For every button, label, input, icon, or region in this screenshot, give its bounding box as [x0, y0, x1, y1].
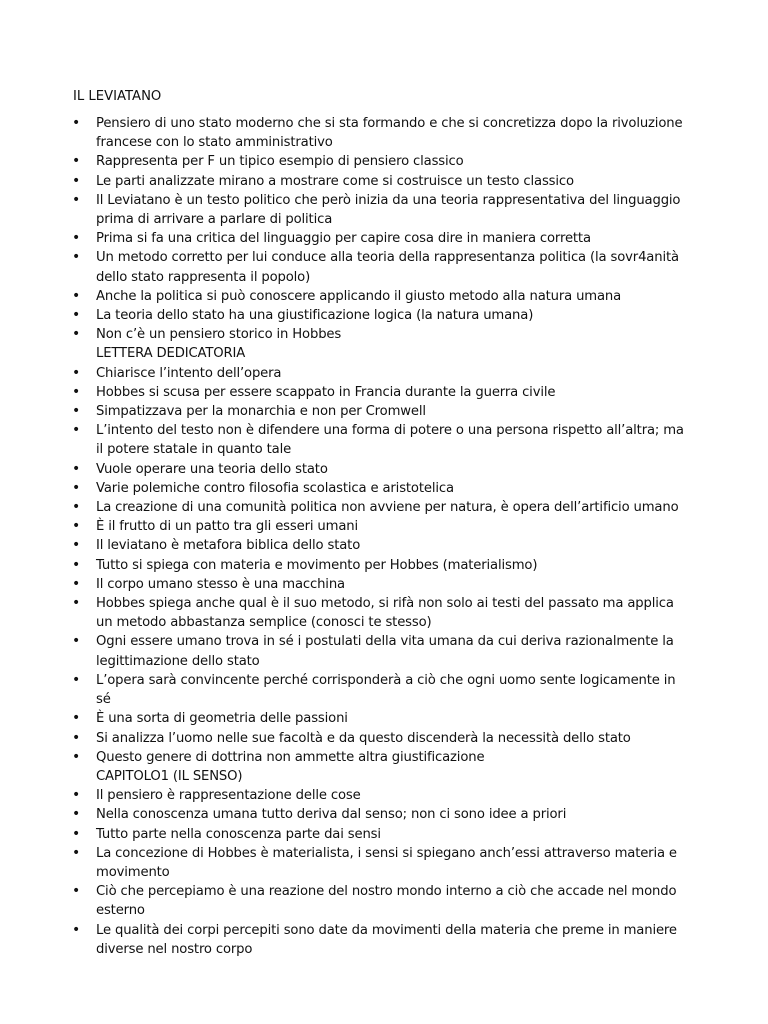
list-item: • Questo genere di dottrina non ammette altra giustificazione	[0, 748, 686, 767]
list-item: • Il corpo umano stesso è una macchina	[0, 575, 686, 594]
list-item: • La teoria dello stato ha una giustificazione logica (la natura umana)	[0, 306, 686, 325]
list-item: • Hobbes spiega anche qual è il suo metodo, si rifà non solo ai testi del passato ma applica un metodo abbastanza semplice (conosci te stesso)	[0, 594, 686, 632]
list-item: • Il pensiero è rappresentazione delle cose	[0, 786, 686, 805]
list-item: • Un metodo corretto per lui conduce alla teoria della rappresentanza politica (la sovr4anità dello stato rappresenta il popolo)	[0, 248, 686, 286]
list-item: • Si analizza l’uomo nelle sue facoltà e da questo discenderà la necessità dello stato	[0, 729, 686, 748]
list-item: • Anche la politica si può conoscere applicando il giusto metodo alla natura umana	[0, 287, 686, 306]
list-item: • Non c’è un pensiero storico in Hobbes	[0, 325, 686, 344]
list-item: • Le parti analizzate mirano a mostrare come si costruisce un testo classico	[0, 172, 686, 191]
section-heading: LETTERA DEDICATORIA	[96, 346, 246, 362]
list-item: • Il leviatano è metafora biblica dello stato	[0, 536, 686, 555]
list-item: • La creazione di una comunità politica non avviene per natura, è opera dell’artificio umano	[0, 498, 686, 517]
list-item: • Varie polemiche contro filosofia scolastica e aristotelica	[0, 479, 686, 498]
list-item: • L’intento del testo non è difendere una forma di potere o una persona rispetto all’altra; ma il potere statale in quanto tale	[0, 421, 686, 459]
list-item: • È il frutto di un patto tra gli esseri umani	[0, 517, 686, 536]
list-item: • Il Leviatano è un testo politico che però inizia da una teoria rappresentativa del linguaggio prima di arrivare a parlare di politica	[0, 191, 686, 229]
list-item: • Le qualità dei corpi percepiti sono date da movimenti della materia che preme in maniere diverse nel nostro corpo	[0, 921, 686, 959]
document-title: IL LEVIATANO	[73, 89, 162, 104]
list-item: • Nella conoscenza umana tutto deriva dal senso; non ci sono idee a priori	[0, 805, 686, 824]
list-item: • Tutto si spiega con materia e movimento per Hobbes (materialismo)	[0, 556, 686, 575]
list-item: • Simpatizzava per la monarchia e non per Cromwell	[0, 402, 686, 421]
list-item: • Tutto parte nella conoscenza parte dai sensi	[0, 825, 686, 844]
list-item: • È una sorta di geometria delle passioni	[0, 709, 686, 728]
section-heading: CAPITOLO1 (IL SENSO)	[96, 768, 243, 784]
list-item: • Ogni essere umano trova in sé i postulati della vita umana da cui deriva razionalmente la legittimazione dello stato	[0, 632, 686, 670]
list-item: • Rappresenta per F un tipico esempio di pensiero classico	[0, 152, 686, 171]
list-item: • Vuole operare una teoria dello stato	[0, 460, 686, 479]
bullet-list	[0, 114, 768, 959]
list-item: • Prima si fa una critica del linguaggio per capire cosa dire in maniera corretta	[0, 229, 686, 248]
list-item: • Chiarisce l’intento dell’opera	[0, 364, 686, 383]
list-item: • Hobbes si scusa per essere scappato in Francia durante la guerra civile	[0, 383, 686, 402]
list-item: • Ciò che percepiamo è una reazione del nostro mondo interno a ciò che accade nel mondo esterno	[0, 882, 686, 920]
list-item: • L’opera sarà convincente perché corrisponderà a ciò che ogni uomo sente logicamente in sé	[0, 671, 686, 709]
list-item: • Pensiero di uno stato moderno che si sta formando e che si concretizza dopo la rivoluzione francese con lo stato amministrativo	[0, 114, 686, 152]
list-item: • La concezione di Hobbes è materialista, i sensi si spiegano anch’essi attraverso materia e movimento	[0, 844, 686, 882]
